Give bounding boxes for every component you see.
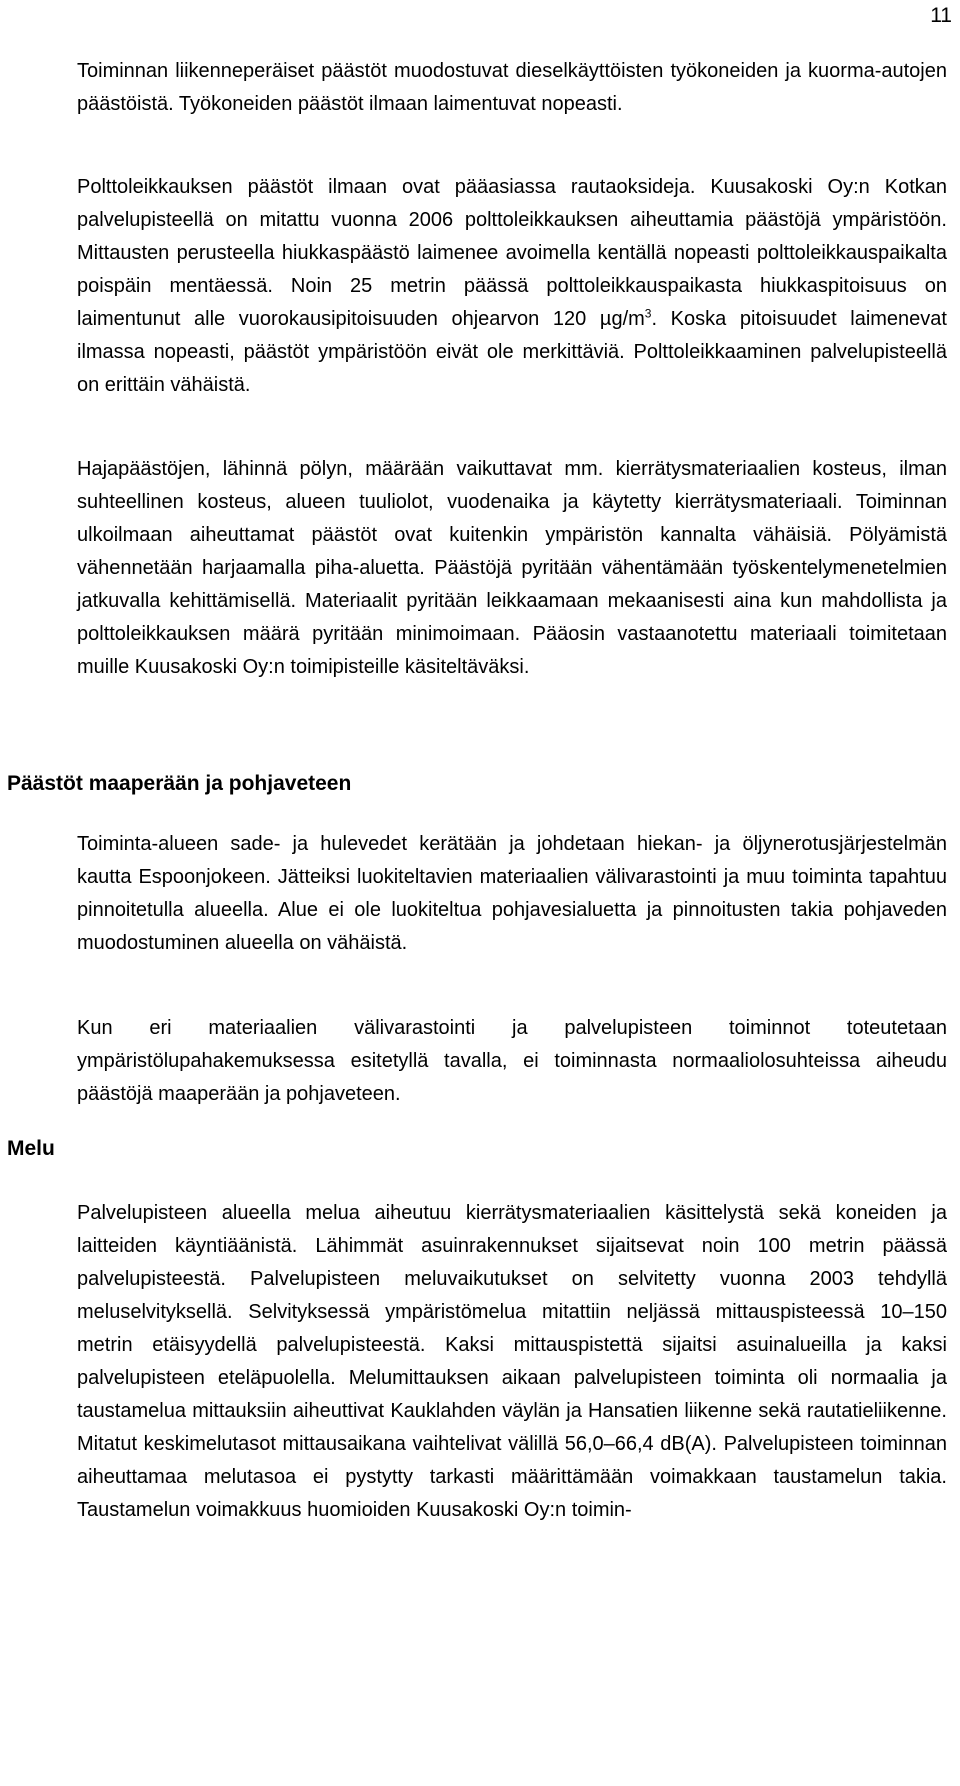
paragraph-text: . Koska pitoisuudet laimenevat ilmassa nopeasti, päästöt ympäristöön eivät ole merkittäviä. Polttoleikkaaminen palvelupisteellä on erittäin vähäistä. [77, 308, 947, 396]
paragraph-torch-cutting-emissions [77, 171, 947, 402]
section-heading-soil-groundwater: Päästöt maaperään ja pohjaveteen [7, 772, 352, 795]
paragraph-stormwater: Toiminta-alueen sade- ja hulevedet kerätään ja johdetaan hiekan- ja öljynerotusjärjestelmän kautta Espoonjokeen. Jätteiksi luokiteltavien materiaalien välivarastointi ja muu toiminta tapahtuu pinnoitetulla alueella. Alue ei ole luokiteltua pohjavesialuetta ja pinnoitusten takia pohjaveden muodostuminen alueella on vähäistä. [77, 833, 947, 954]
paragraph-noise: Palvelupisteen alueella melua aiheutuu kierrätysmateriaalien käsittelystä sekä koneiden ja laitteiden käyntiäänistä. Lähimmät asuinrakennukset sijaitsevat noin 100 metrin päässä palvelupisteestä. Palvelupisteen meluvaikutukset on selvitetty vuonna 2003 tehdyllä meluselvityksellä. Selvityksessä ympäristömelua mitattiin neljässä mittauspisteessä 10–150 metrin etäisyydellä palvelupisteestä. Kaksi mittauspistettä sijaitsi asuinalueilla ja kaksi palvelupisteen eteläpuolella. Melumittauksen aikaan palvelupisteen toiminta oli normaalia ja taustamelua mittauksiin aiheuttivat Kauklahden väylän ja Hansatien liikenne sekä rautatieliikenne. Mitatut keskimelutasot mittausaikana vaihtelivat välillä 56,0–66,4 dB(A). Palvelupisteen toiminnan aiheuttamaa melutasoa ei pystytty tarkasti määrittämään voimakkaan taustamelun takia. Taustamelun voimakkuus huomioiden Kuusakoski Oy:n toimin- [77, 1202, 947, 1521]
paragraph-text: Polttoleikkauksen päästöt ilmaan ovat pääasiassa rautaoksideja. Kuusakoski Oy:n Kotkan palvelupisteellä on mitattu vuonna 2006 polttoleikkauksen aiheuttamia päästöjä ympäristöön. Mittausten perusteella hiukkaspäästö laimenee avoimella kentällä nopeasti polttoleikkauspaikalta poispäin mentäessä. Noin 25 metrin päässä polttoleikkauspaikasta hiukkaspitoisuus on laimentunut alle vuorokausipitoisuuden ohjearvon 120 µg/m [77, 176, 947, 330]
section-heading-noise: Melu [7, 1137, 55, 1160]
page-number: 11 [930, 4, 952, 27]
paragraph-traffic-emissions: Toiminnan liikenneperäiset päästöt muodostuvat dieselkäyttöisten työkoneiden ja kuorma-autojen päästöistä. Työkoneiden päästöt ilmaan laimentuvat nopeasti. [77, 60, 947, 115]
paragraph-diffuse-emissions: Hajapäästöjen, lähinnä pölyn, määrään vaikuttavat mm. kierrätysmateriaalien kosteus, ilman suhteellinen kosteus, alueen tuuliolot, vuodenaika ja käytetty kierrätysmateriaali. Toiminnan ulkoilmaan aiheuttamat päästöt ovat kuitenkin ympäristön kannalta vähäisiä. Pölyämistä vähennetään harjaamalla piha-aluetta. Päästöjä pyritään vähentämään työskentelymenetelmien jatkuvalla kehittämisellä. Materiaalit pyritään leikkaamaan mekaanisesti aina kun mahdollista ja polttoleikkauksen määrä pyritään minimoimaan. Pääosin vastaanotettu materiaali toimitetaan muille Kuusakoski Oy:n toimipisteille käsiteltäväksi. [77, 458, 947, 678]
paragraph-normal-conditions: Kun eri materiaalien välivarastointi ja palvelupisteen toiminnot toteutetaan ympäristölupahakemuksessa esitetyllä tavalla, ei toiminnasta normaaliolosuhteissa aiheudu päästöjä maaperään ja pohjaveteen. [77, 1017, 947, 1105]
superscript: 3 [644, 306, 652, 321]
